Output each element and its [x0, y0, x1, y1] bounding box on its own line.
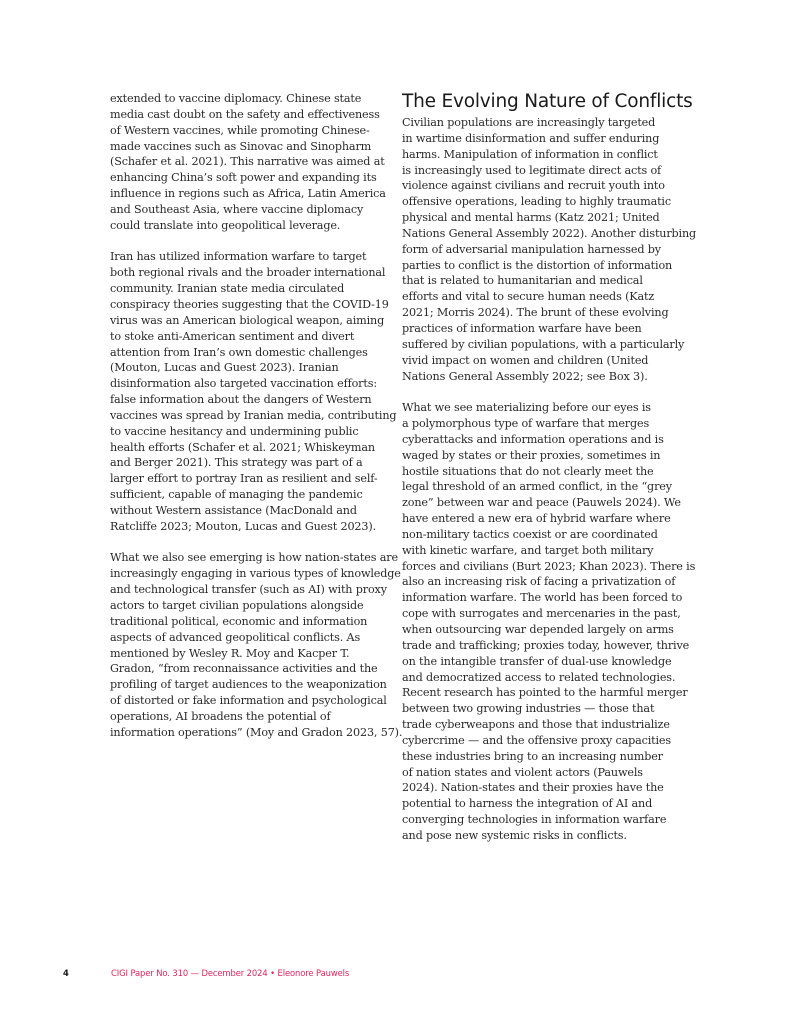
text-line: information operations” (Moy and Gradon 2023, 57).: [110, 725, 403, 739]
text-line: have entered a new era of hybrid warfare where: [402, 512, 671, 526]
text-line: larger effort to portray Iran as resilient and self-: [110, 472, 378, 486]
text-line: (Schafer et al. 2021). This narrative was aimed at: [110, 155, 385, 169]
text-line: enhancing China’s soft power and expanding its: [110, 171, 377, 185]
text-line: influence in regions such as Africa, Latin America: [110, 187, 386, 201]
text-line: these industries bring to an increasing number: [402, 749, 663, 763]
text-line: actors to target civilian populations alongside: [110, 599, 364, 612]
page-footer: [0, 968, 791, 982]
text-line: non-military tactics coexist or are coordinated: [402, 527, 658, 541]
text-line: vivid impact on women and children (United: [402, 353, 649, 367]
text-line: aspects of advanced geopolitical conflicts. As: [110, 630, 361, 644]
text-line: conspiracy theories suggesting that the COVID-19: [110, 297, 389, 311]
text-line: and democratized access to related technologies.: [402, 670, 676, 684]
text-line: What we see materializing before our eyes is: [402, 401, 651, 415]
text-line: physical and mental harms (Katz 2021; United: [402, 211, 660, 225]
text-line: Nations General Assembly 2022; see Box 3).: [402, 369, 648, 383]
text-line: and Southeast Asia, where vaccine diplomacy: [110, 202, 364, 216]
text-line: on the intangible transfer of dual-use knowledge: [402, 654, 672, 668]
page-number: 4: [63, 968, 69, 978]
text-line: Gradon, “from reconnaissance activities and the: [110, 662, 378, 676]
text-line: health efforts (Schafer et al. 2021; Whiskeyman: [110, 440, 375, 454]
text-line: 2021; Morris 2024). The brunt of these evolving: [402, 306, 669, 320]
text-line: efforts and vital to secure human needs (Katz: [402, 290, 655, 304]
text-line: parties to conflict is the distortion of information: [402, 258, 673, 272]
text-line: with kinetic warfare, and target both military: [402, 543, 654, 557]
text-line: that is related to humanitarian and medical: [402, 274, 643, 288]
text-line: zone” between war and peace (Pauwels 2024). We: [402, 496, 681, 510]
text-line: both regional rivals and the broader international: [110, 266, 386, 280]
text-line: increasingly engaging in various types of knowledge: [110, 567, 401, 581]
text-line: of Western vaccines, while promoting Chinese-: [110, 123, 370, 137]
text-line: profiling of target audiences to the weaponization: [110, 678, 387, 692]
text-line: attention from Iran’s own domestic challenges: [110, 345, 368, 359]
text-line: Civilian populations are increasingly targeted: [402, 116, 656, 129]
text-line: vaccines was spread by Iranian media, contributing: [110, 408, 397, 422]
text-line: disinformation also targeted vaccination efforts:: [110, 377, 377, 391]
text-line: is increasingly used to legitimate direct acts of: [402, 163, 662, 177]
paragraph-civilian-targeting: [402, 115, 697, 384]
text-line: traditional political, economic and information: [110, 614, 368, 628]
footer-citation: CIGI Paper No. 310 — December 2024 • Eleonore Pauwels: [111, 968, 350, 978]
text-line: extended to vaccine diplomacy. Chinese state: [110, 92, 362, 105]
text-line: Ratcliffe 2023; Mouton, Lucas and Guest 2023).: [110, 519, 376, 533]
text-line: community. Iranian state media circulated: [110, 282, 345, 296]
text-line: cope with surrogates and mercenaries in the past,: [402, 607, 681, 621]
text-line: trade cyberweapons and those that industrialize: [402, 718, 670, 732]
text-line: when outsourcing war depended largely on arms: [402, 623, 674, 636]
text-line: harms. Manipulation of information in conflict: [402, 147, 658, 161]
text-line: to vaccine hesitancy and undermining public: [110, 424, 359, 438]
text-line: practices of information warfare have been: [402, 321, 642, 335]
text-line: 2024). Nation-states and their proxies have the: [402, 781, 664, 795]
text-line: and pose new systemic risks in conflicts.: [402, 828, 627, 842]
text-line: sufficient, capable of managing the pandemic: [110, 488, 363, 502]
paragraph-hybrid-warfare: [402, 400, 696, 844]
text-line: and Berger 2021). This strategy was part of a: [110, 456, 363, 470]
text-line: cyberattacks and information operations and is: [402, 432, 664, 446]
text-line: violence against civilians and recruit youth into: [402, 179, 665, 193]
text-line: also an increasing risk of facing a privatization of: [402, 575, 676, 589]
text-line: in wartime disinformation and suffer enduring: [402, 131, 660, 145]
paragraph-knowledge-transfer: [110, 550, 403, 740]
text-line: without Western assistance (MacDonald and: [110, 503, 357, 517]
text-line: of nation states and violent actors (Pauwels: [402, 765, 643, 779]
text-line: trade and trafficking; proxies today, however, thrive: [402, 638, 690, 652]
text-line: a polymorphous type of warfare that merges: [402, 417, 650, 431]
text-line: of distorted or fake information and psychological: [110, 694, 387, 708]
paragraph-iran-information-warfare: [110, 249, 397, 534]
text-line: Recent research has pointed to the harmful merger: [402, 686, 688, 700]
text-line: offensive operations, leading to highly traumatic: [402, 195, 671, 209]
text-line: Nations General Assembly 2022). Another disturbing: [402, 226, 697, 240]
text-line: cybercrime — and the offensive proxy capacities: [402, 733, 671, 747]
section-heading: The Evolving Nature of Conflicts: [402, 91, 693, 112]
text-line: made vaccines such as Sinovac and Sinopharm: [110, 139, 372, 153]
text-line: between two growing industries — those that: [402, 702, 655, 716]
text-line: form of adversarial manipulation harnessed by: [402, 242, 661, 256]
text-line: hostile situations that do not clearly meet the: [402, 464, 654, 478]
text-line: could translate into geopolitical leverage.: [110, 218, 341, 232]
text-line: mentioned by Wesley R. Moy and Kacper T.: [110, 646, 350, 660]
text-line: What we also see emerging is how nation-states are: [110, 551, 398, 565]
text-line: virus was an American biological weapon, aiming: [110, 313, 385, 327]
text-line: to stoke anti-American sentiment and divert: [110, 329, 355, 343]
text-line: legal threshold of an armed conflict, in the “grey: [402, 480, 672, 494]
left-column: [110, 91, 403, 756]
text-line: (Mouton, Lucas and Guest 2023). Iranian: [110, 361, 339, 375]
text-line: waged by states or their proxies, sometimes in: [402, 448, 661, 462]
text-line: Iran has utilized information warfare to target: [110, 250, 367, 264]
paragraph-china-vaccine-diplomacy: [110, 91, 392, 234]
text-line: and technological transfer (such as AI) with proxy: [110, 583, 387, 597]
text-line: forces and civilians (Burt 2023; Khan 2023). There is: [402, 559, 696, 573]
text-line: media cast doubt on the safety and effectiveness: [110, 107, 380, 121]
text-line: suffered by civilian populations, with a particularly: [402, 337, 685, 351]
text-line: operations, AI broadens the potential of: [110, 709, 331, 723]
right-column: [402, 90, 697, 860]
text-line: converging technologies in information warfare: [402, 813, 667, 827]
text-line: potential to harness the integration of AI and: [402, 797, 653, 811]
text-line: information warfare. The world has been forced to: [402, 591, 683, 605]
text-line: false information about the dangers of Western: [110, 393, 372, 407]
